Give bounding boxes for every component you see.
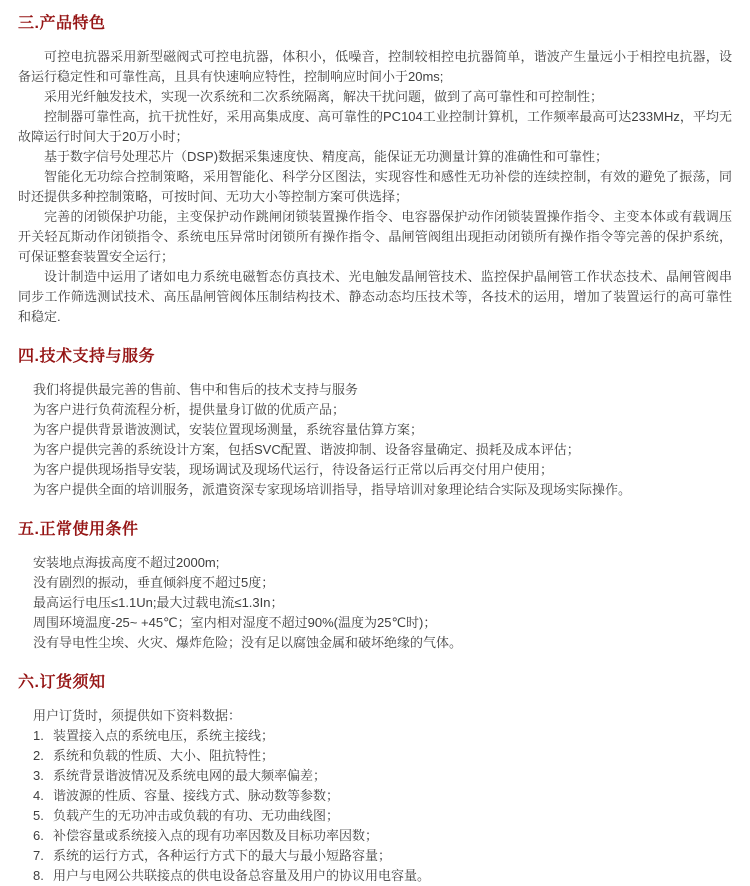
item-number: 2. xyxy=(33,748,44,763)
item-text: 谐波源的性质、容量、接线方式、脉动数等参数； xyxy=(53,788,340,803)
item-number: 5. xyxy=(33,808,44,823)
section-heading-ordering-notes: 六.订货须知 xyxy=(18,674,106,691)
numbered-item xyxy=(33,866,732,886)
section-tech-support xyxy=(18,343,732,500)
paragraph: 基于数字信号处理芯片（DSP)数据采集速度快、精度高，能保证无功测量计算的准确性和可靠性； xyxy=(44,149,609,164)
list-item: 安装地点海拔高度不超过2000m; xyxy=(33,555,220,570)
paragraph: 设计制造中运用了诸如电力系统电磁暂态仿真技术、光电触发晶闸管技术、监控保护晶闸管工作状态技术、晶闸管阀串同步工作筛选测试技术、高压晶闸管阀体压制结构技术、静态动态均压技术等，各技术的运用，增加了装置运行的高可靠性和稳定. xyxy=(18,269,732,324)
ordering-intro: 用户订货时，须提供如下资料数据： xyxy=(33,708,242,723)
numbered-item xyxy=(33,846,732,866)
section-ordering-notes xyxy=(18,669,732,886)
section-product-features xyxy=(18,10,732,327)
list-item: 为客户提供全面的培训服务，派遣资深专家现场培训指导，指导培训对象理论结合实际及现场实际操作。 xyxy=(33,482,632,497)
list-item: 为客户提供现场指导安装，现场调试及现场代运行，待设备运行正常以后再交付用户使用； xyxy=(33,462,554,477)
list-item: 最高运行电压≤1.1Un;最大过载电流≤1.3In； xyxy=(33,595,284,610)
item-number: 6. xyxy=(33,828,44,843)
item-text: 系统背景谐波情况及系统电网的最大频率偏差； xyxy=(53,768,327,783)
item-text: 系统和负载的性质、大小、阻抗特性； xyxy=(53,748,275,763)
list-item: 为客户提供完善的系统设计方案，包括SVC配置、谐波抑制、设备容量确定、损耗及成本评估； xyxy=(33,442,580,457)
numbered-item xyxy=(33,826,732,846)
list-item: 为客户进行负荷流程分析，提供量身订做的优质产品； xyxy=(33,402,346,417)
numbered-item xyxy=(33,806,732,826)
item-number: 7. xyxy=(33,848,44,863)
section-heading-product-features: 三.产品特色 xyxy=(18,15,106,32)
paragraph: 可控电抗器采用新型磁阀式可控电抗器，体积小，低噪音，控制较相控电抗器简单，谐波产生量远小于相控电抗器，设备运行稳定性和可靠性高，且具有快速响应特性，控制响应时间小于20ms; xyxy=(18,49,732,84)
paragraph: 采用光纤触发技术，实现一次系统和二次系统隔离，解决干扰问题，做到了高可靠性和可控制性； xyxy=(44,89,604,104)
item-text: 装置接入点的系统电压，系统主接线； xyxy=(53,728,275,743)
item-number: 4. xyxy=(33,788,44,803)
item-number: 3. xyxy=(33,768,44,783)
use-conditions-list xyxy=(18,553,732,653)
numbered-item xyxy=(33,786,732,806)
section-heading-use-conditions: 五.正常使用条件 xyxy=(18,521,139,538)
list-item: 我们将提供最完善的售前、售中和售后的技术支持与服务 xyxy=(33,382,359,397)
ordering-notes-list xyxy=(18,706,732,886)
paragraph: 控制器可靠性高，抗干扰性好，采用高集成度、高可靠性的PC104工业控制计算机，工作频率最高可达233MHz，平均无故障运行时间大于20万小时； xyxy=(18,109,732,144)
list-item: 没有剧烈的振动，垂直倾斜度不超过5度； xyxy=(33,575,275,590)
numbered-item xyxy=(33,726,732,746)
numbered-item xyxy=(33,766,732,786)
item-number: 8. xyxy=(33,868,44,883)
item-text: 系统的运行方式，各种运行方式下的最大与最小短路容量； xyxy=(53,848,392,863)
list-item: 为客户提供背景谐波测试，安装位置现场测量，系统容量估算方案； xyxy=(33,422,424,437)
section-use-conditions xyxy=(18,516,732,653)
paragraph: 智能化无功综合控制策略，采用智能化、科学分区图法，实现容性和感性无功补偿的连续控制，有效的避免了振荡，同时还提供多种控制策略，可按时间、无功大小等控制方案可供选择； xyxy=(18,169,732,204)
item-text: 负载产生的无功冲击或负载的有功、无功曲线图； xyxy=(53,808,340,823)
paragraph: 完善的闭锁保护功能，主变保护动作跳闸闭锁装置操作指令、电容器保护动作闭锁装置操作指令、主变本体或有载调压开关轻瓦斯动作闭锁指令、系统电压异常时闭锁所有操作指令、晶闸管阀组出现拒动闭锁所有操作指令等完善的保护系统，可保证整套装置安全运行； xyxy=(18,209,732,264)
list-item: 没有导电性尘埃、火灾、爆炸危险；没有足以腐蚀金属和破坏绝缘的气体。 xyxy=(33,635,463,650)
item-text: 用户与电网公共联接点的供电设备总容量及用户的协议用电容量。 xyxy=(53,868,431,883)
item-text: 补偿容量或系统接入点的现有功率因数及目标功率因数； xyxy=(53,828,379,843)
numbered-item xyxy=(33,746,732,766)
tech-support-list xyxy=(18,380,732,500)
list-item: 周围环境温度-25~ +45℃；室内相对湿度不超过90%(温度为25℃时)； xyxy=(33,615,437,630)
section-heading-tech-support: 四.技术支持与服务 xyxy=(18,348,155,365)
item-number: 1. xyxy=(33,728,44,743)
